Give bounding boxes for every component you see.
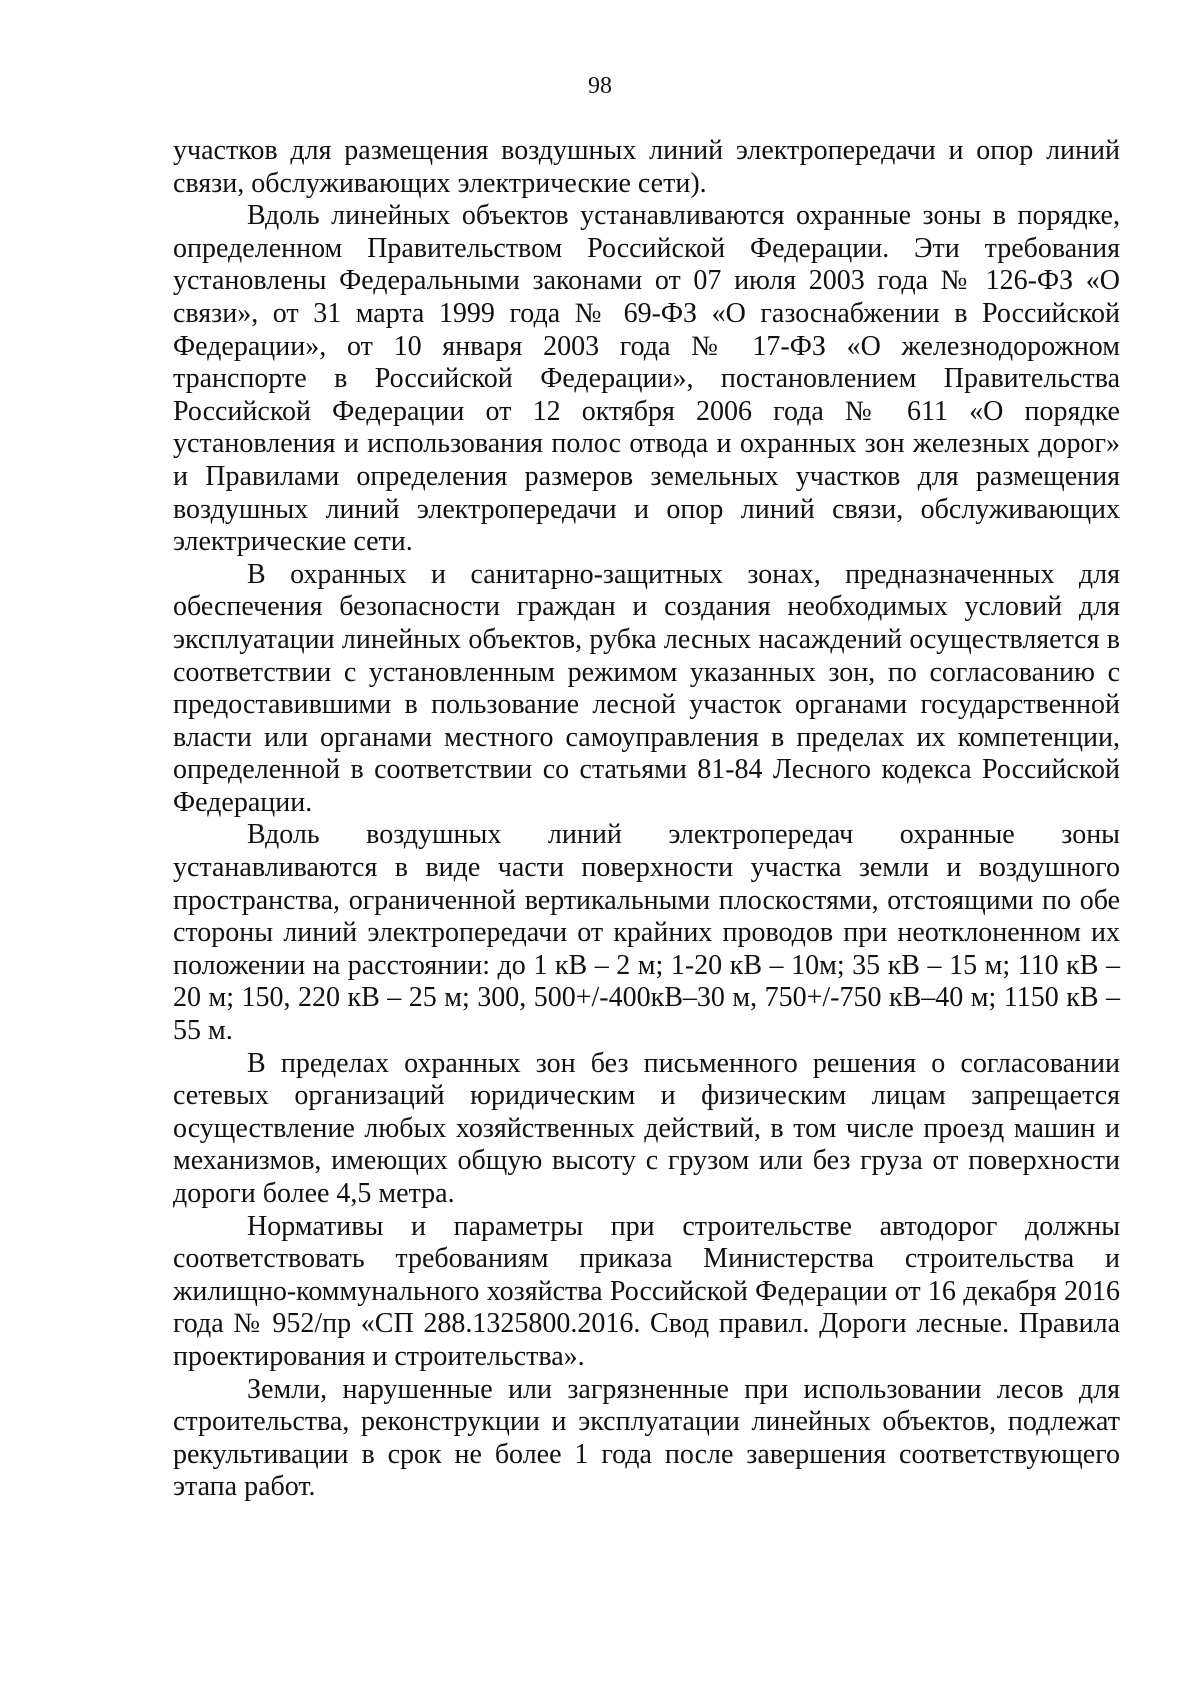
paragraph-zone-restrictions: В пределах охранных зон без письменного решения о согласовании сетевых организаций юридическим и физическим лицам запрещается осуществление любых хозяйственных действий, в том числе проезд машин и механизмов, имеющих общую высоту с грузом или без груза от поверхности дороги более 4,5 метра. [173, 1047, 1120, 1209]
paragraph-sanitary-zones: В охранных и санитарно-защитных зонах, предназначенных для обеспечения безопасности граждан и создания необходимых условий для эксплуатации линейных объектов, рубка лесных насаждений осуществляется в соответствии с установленным режимом указанных зон, по согласованию с предоставившими в пользование лесной участок органами государственной власти или органами местного самоуправления в пределах их компетенции, определенной в соответствии со статьями 81-84 Лесного кодекса Российской Федерации. [173, 558, 1120, 818]
page-number: 98 [588, 73, 612, 99]
paragraph-power-line-zones: Вдоль воздушных линий электропередач охранные зоны устанавливаются в виде части поверхности участка земли и воздушного пространства, ограниченной вертикальными плоскостями, отстоящими по обе стороны линий электропередачи от крайних проводов при неотклоненном их положении на расстоянии: до 1 кВ – 2 м; 1-20 кВ – 10м; 35 кВ – 15 м; 110 кВ – 20 м; 150, 220 кВ – 25 м; 300, 500+/-400кВ–30 м, 750+/-750 кВ–40 м; 1150 кВ – 55 м. [173, 819, 1120, 1047]
paragraph-land-reclamation: Земли, нарушенные или загрязненные при использовании лесов для строительства, реконструкции и эксплуатации линейных объектов, подлежат рекультивации в срок не более 1 года после завершения соответствующего этапа работ. [173, 1373, 1120, 1503]
paragraph-continuation: участков для размещения воздушных линий электропередачи и опор линий связи, обслуживающих электрические сети). [173, 135, 1120, 199]
paragraph-road-standards: Нормативы и параметры при строительстве автодорог должны соответствовать требованиям приказа Министерства строительства и жилищно-коммунального хозяйства Российской Федерации от 16 декабря 2016 года № 952/пр «СП 288.1325800.2016. Свод правил. Дороги лесные. Правила проектирования и строительства». [173, 1210, 1120, 1372]
document-body [173, 135, 1120, 1504]
paragraph-protection-zones: Вдоль линейных объектов устанавливаются охранные зоны в порядке, определенном Правительством Российской Федерации. Эти требования установлены Федеральными законами от 07 июля 2003 года № 126-ФЗ «О связи», от 31 марта 1999 года № 69-ФЗ «О газоснабжении в Российской Федерации», от 10 января 2003 года № 17-ФЗ «О железнодорожном транспорте в Российской Федерации», постановлением Правительства Российской Федерации от 12 октября 2006 года № 611 «О порядке установления и использования полос отвода и охранных зон железных дорог» и Правилами определения размеров земельных участков для размещения воздушных линий электропередачи и опор линий связи, обслуживающих электрические сети. [173, 200, 1120, 558]
